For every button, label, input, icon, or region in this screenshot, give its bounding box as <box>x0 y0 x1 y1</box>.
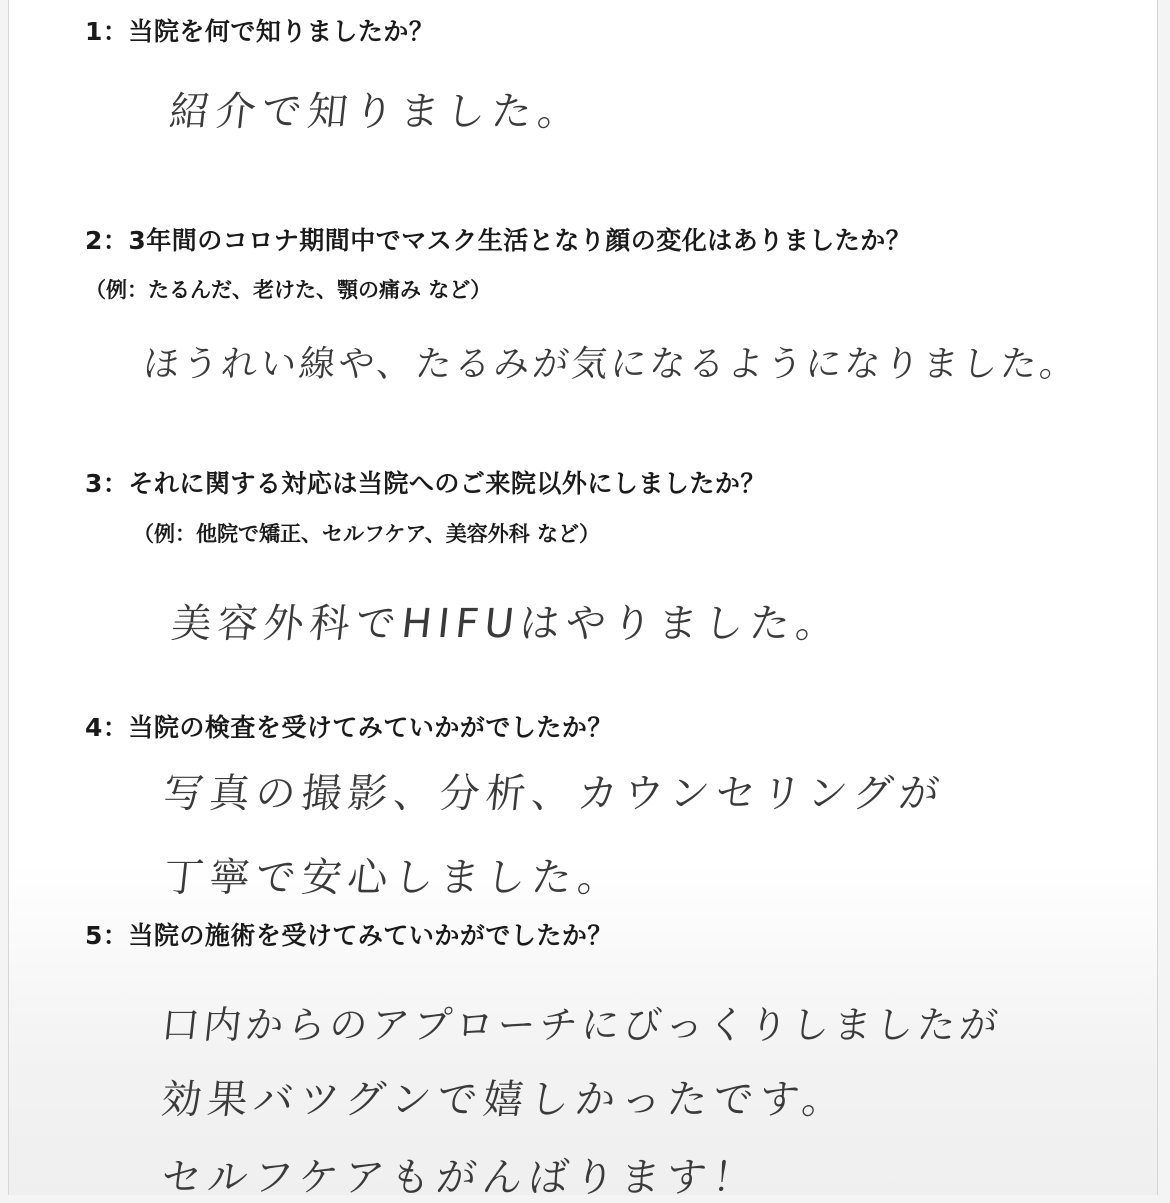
question-3-example: （例：他院で矯正、セルフケア、美容外科 など） <box>133 522 600 546</box>
question-1-label: 1：当院を何で知りましたか？ <box>85 17 435 46</box>
question-3-answer-line-1: 美容外科でHIFUはやりました。 <box>169 601 845 647</box>
question-4-label: 4：当院の検査を受けてみていかがでしたか？ <box>85 713 613 742</box>
question-3-label: 3：それに関する対応は当院へのご来院以外にしましたか？ <box>85 469 766 498</box>
question-4-answer-line-1: 写真の撮影、分析、カウンセリングが <box>161 771 948 817</box>
question-4-answer-line-2: 丁寧で安心しました。 <box>161 855 627 901</box>
question-5-answer-line-2: 効果バツグンで嬉しかったです。 <box>159 1077 851 1123</box>
question-2-example: （例：たるんだ、老けた、顎の痛み など） <box>85 278 492 302</box>
question-2-answer-line-1: ほうれい線や、たるみが気になるようになりました。 <box>141 344 1081 385</box>
question-5-label: 5：当院の施術を受けてみていかがでしたか？ <box>85 921 613 950</box>
question-2-label: 2：3年間のコロナ期間中でマスク生活となり顔の変化はありましたか？ <box>85 226 912 255</box>
question-5-answer-line-3: セルフケアもがんばります！ <box>159 1155 761 1201</box>
question-5-answer-line-1: 口内からのアプローチにびっくりしましたが <box>159 1003 1004 1047</box>
questionnaire-page <box>8 0 1158 1201</box>
question-1-answer-line-1: 紹介で知りました。 <box>167 89 587 135</box>
